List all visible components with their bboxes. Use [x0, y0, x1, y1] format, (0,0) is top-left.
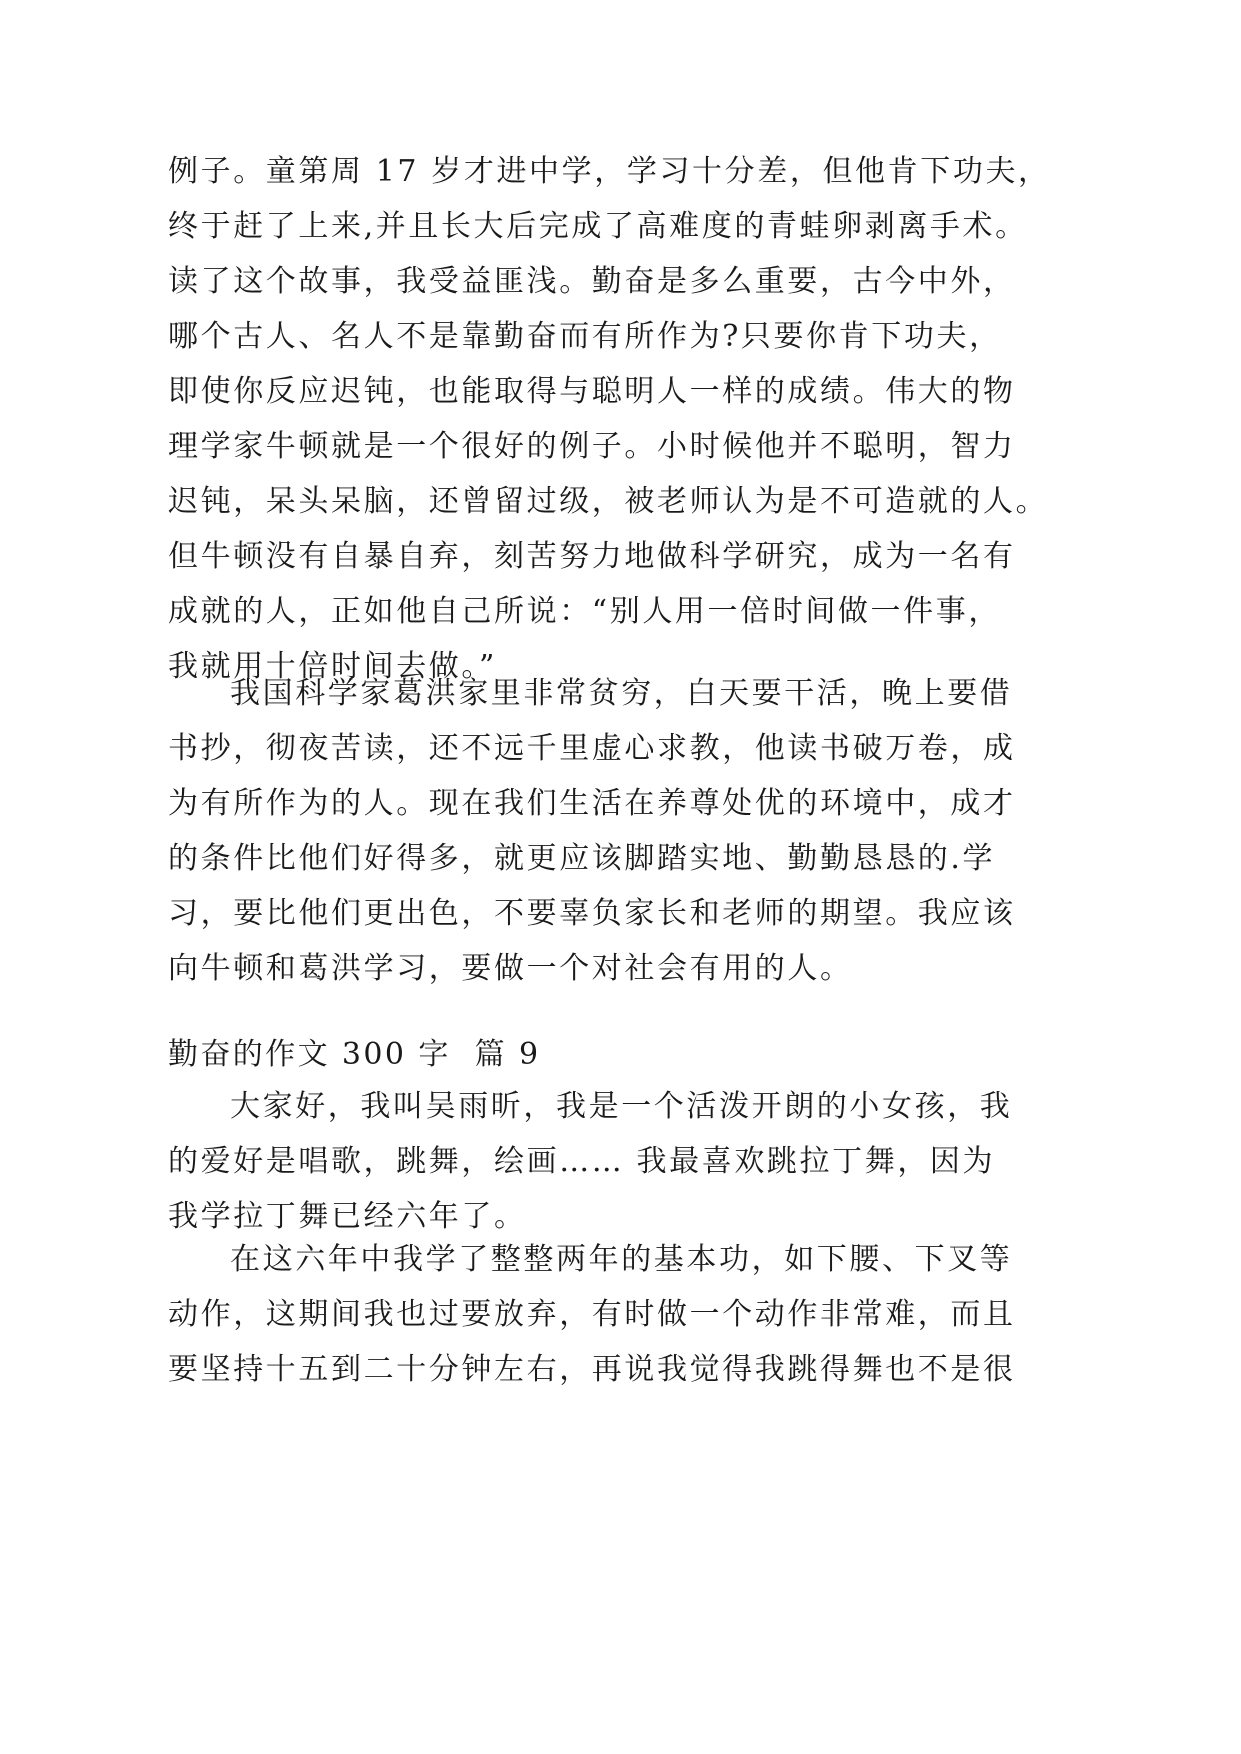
- text-line: 的爱好是唱歌，跳舞，绘画…… 我最喜欢跳拉丁舞，因为: [168, 1144, 996, 1179]
- section-heading: 勤奋的作文 300 字 篇 9: [168, 1037, 541, 1072]
- text-line: 大家好，我叫吴雨昕，我是一个活泼开朗的小女孩，我: [230, 1089, 1013, 1124]
- text-line: 读了这个故事，我受益匪浅。勤奋是多么重要，古今中外，: [168, 264, 1016, 299]
- text-line: 书抄，彻夜苦读，还不远千里虚心求教，他读书破万卷，成: [168, 731, 1016, 766]
- paragraph-gehong: [168, 666, 1016, 996]
- text-line: 我学拉丁舞已经六年了。: [168, 1199, 527, 1234]
- text-line: 理学家牛顿就是一个很好的例子。小时候他并不聪明，智力: [168, 429, 1016, 464]
- text-line: 例子。童第周 17 岁才进中学，学习十分差，但他肯下功夫，: [168, 154, 1051, 189]
- text-line: 我就用十倍时间去做。”: [168, 649, 497, 684]
- text-line: 成就的人，正如他自己所说：“别人用一倍时间做一件事，: [168, 594, 1001, 629]
- text-line: 动作，这期间我也过要放弃，有时做一个动作非常难，而且: [168, 1297, 1016, 1332]
- text-line: 向牛顿和葛洪学习，要做一个对社会有用的人。: [168, 951, 853, 986]
- text-line: 为有所作为的人。现在我们生活在养尊处优的环境中，成才: [168, 786, 1016, 821]
- text-line: 但牛顿没有自暴自弃，刻苦努力地做科学研究，成为一名有: [168, 539, 1016, 574]
- text-line: 我国科学家葛洪家里非常贫穷，白天要干活，晚上要借: [230, 676, 1013, 711]
- text-line: 要坚持十五到二十分钟左右，再说我觉得我跳得舞也不是很: [168, 1352, 1016, 1387]
- paragraph-practice: [168, 1232, 1016, 1397]
- text-line: 迟钝，呆头呆脑，还曾留过级，被老师认为是不可造就的人。: [168, 484, 1049, 519]
- paragraph-intro: [168, 1079, 1013, 1244]
- text-line: 的条件比他们好得多，就更应该脚踏实地、勤勤恳恳的.学: [168, 841, 996, 876]
- text-line: 习，要比他们更出色，不要辜负家长和老师的期望。我应该: [168, 896, 1016, 931]
- text-line: 即使你反应迟钝，也能取得与聪明人一样的成绩。伟大的物: [168, 374, 1016, 409]
- text-line: 终于赶了上来,并且长大后完成了高难度的青蛙卵剥离手术。: [168, 209, 1028, 244]
- text-line: 哪个古人、名人不是靠勤奋而有所作为?只要你肯下功夫，: [168, 319, 1002, 354]
- text-line: 在这六年中我学了整整两年的基本功，如下腰、下叉等: [230, 1242, 1013, 1277]
